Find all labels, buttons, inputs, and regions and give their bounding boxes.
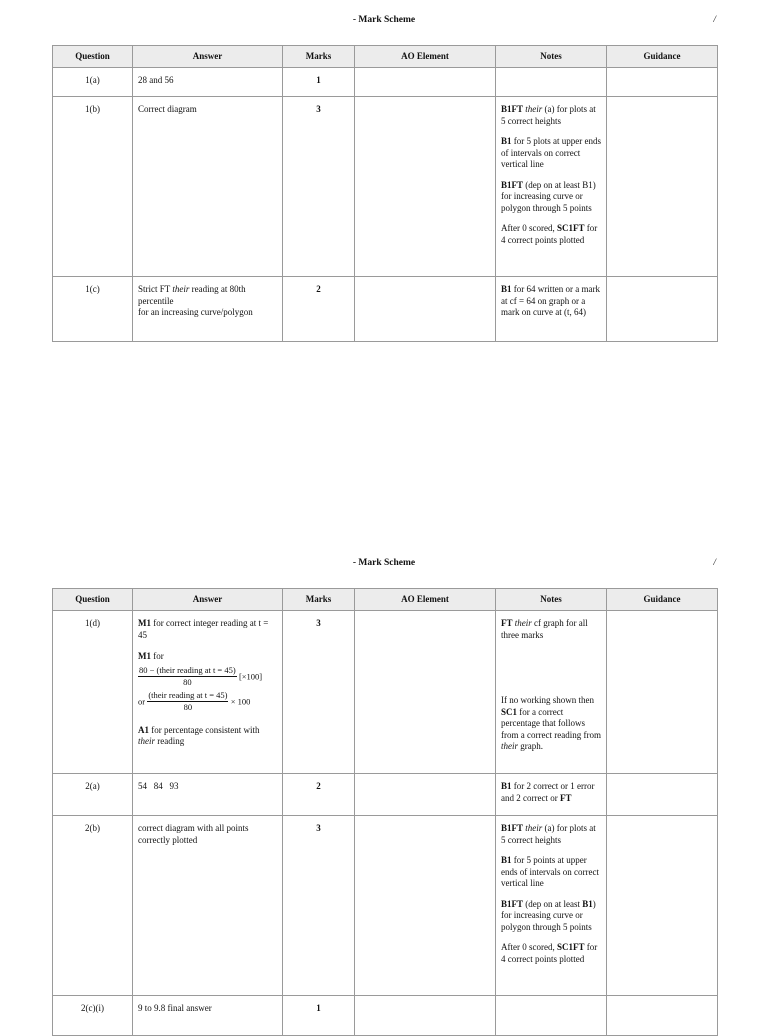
table-row [53,816,718,996]
page2-header [0,558,768,572]
ao-cell [355,611,496,774]
table-row [53,774,718,816]
ao-cell [355,97,496,277]
col-marks: Marks [283,46,355,68]
note-line: B1FT their (a) for plots at 5 correct heights [501,823,596,845]
note-line: After 0 scored, SC1FT for 4 correct points plotted [501,942,598,964]
answer-cell: 28 and 56 [138,75,174,85]
notes-cell [496,277,607,342]
marks-cell: 3 [316,618,321,628]
note-line: After 0 scored, SC1FT for 4 correct points plotted [501,223,598,245]
table-row [53,97,718,277]
guidance-cell [607,277,718,342]
col-marks: Marks [283,589,355,611]
formula-1: $\frac{\text{80 − (their reading at t = 45)}}{80}$ [×100] [139,664,263,687]
ao-cell [355,816,496,996]
note-line: B1FT (dep on at least B1) for increasing curve or polygon through 5 points [501,179,596,213]
question-cell: 1(a) [85,75,100,85]
formula-2: or $\frac{\text{(their reading at t = 45)}}{80}$ × 100 [138,689,251,712]
col-answer: Answer [133,589,283,611]
guidance-cell [607,996,718,1036]
question-cell: 2(a) [85,781,100,791]
note-line: B1 for 2 correct or 1 error and 2 correct or FT [501,781,595,803]
page2-header-row [53,589,718,611]
col-answer: Answer [133,46,283,68]
page2-header-right: / [713,558,716,568]
page1-title: - Mark Scheme [352,15,416,25]
marks-cell: 2 [316,781,321,791]
note-line: FT their cf graph for all three marks [501,618,588,640]
answer-cell: Strict FT their reading at 80th percentile for an increasing curve/polygon [138,284,253,317]
page1-header-row [53,46,718,68]
question-cell: 1(b) [85,104,100,114]
marks-cell: 2 [316,284,321,294]
question-cell: 1(c) [85,284,100,294]
notes-cell [496,774,607,816]
answer-cell: 9 to 9.8 final answer [138,1003,212,1013]
notes-cell [496,97,607,277]
table-row [53,996,718,1036]
marks-cell: 1 [316,1003,321,1013]
answer-cell [133,611,282,754]
ao-cell [355,996,496,1036]
col-notes: Notes [496,589,607,611]
page1-header [0,15,768,29]
table-row [53,611,718,774]
col-guidance: Guidance [607,46,718,68]
ao-cell [355,68,496,97]
table-row [53,68,718,97]
note-line: B1FT their (a) for plots at 5 correct heights [501,104,596,126]
guidance-cell [607,611,718,774]
note-line: B1FT (dep on at least B1) for increasing curve or polygon through 5 points [501,898,596,932]
col-notes: Notes [496,46,607,68]
col-guidance: Guidance [607,589,718,611]
guidance-cell [607,774,718,816]
ao-cell [355,774,496,816]
question-cell: 2(c)(i) [81,1003,104,1013]
note-line: B1 for 64 written or a mark at cf = 64 on graph or a mark on curve at (t, 64) [501,284,600,317]
page1-mark-scheme-table [52,45,718,342]
answer-line: M1 for correct integer reading at t = 45 [138,618,269,640]
notes-cell [496,996,607,1036]
col-ao-element: AO Element [355,46,496,68]
marks-cell: 3 [316,104,321,114]
answer-line: M1 for [138,651,164,661]
note-line: If no working shown then SC1 for a correct percentage that follows from a correct reading from their graph. [501,695,601,751]
table-row [53,277,718,342]
page2-mark-scheme-table [52,588,718,1036]
ao-cell [355,277,496,342]
guidance-cell [607,97,718,277]
notes-cell [496,816,607,996]
answer-cell: 54 84 93 [138,781,179,791]
guidance-cell [607,816,718,996]
page2-title: - Mark Scheme [352,558,416,568]
note-line: B1 for 5 points at upper ends of intervals on correct vertical line [501,855,599,888]
answer-line: A1 for percentage consistent with their reading [138,724,260,746]
note-line: B1 for 5 plots at upper ends of intervals on correct vertical line [501,136,601,169]
question-cell: 1(d) [85,618,100,628]
marks-cell: 1 [316,75,321,85]
question-cell: 2(b) [85,823,100,833]
guidance-cell [607,68,718,97]
notes-cell [496,68,607,97]
answer-cell: Correct diagram [138,104,197,114]
marks-cell: 3 [316,823,321,833]
col-ao-element: AO Element [355,589,496,611]
col-question: Question [53,46,133,68]
page1-header-right: / [713,15,716,25]
notes-cell [496,611,607,774]
answer-cell: correct diagram with all points correctly plotted [138,823,249,845]
col-question: Question [53,589,133,611]
